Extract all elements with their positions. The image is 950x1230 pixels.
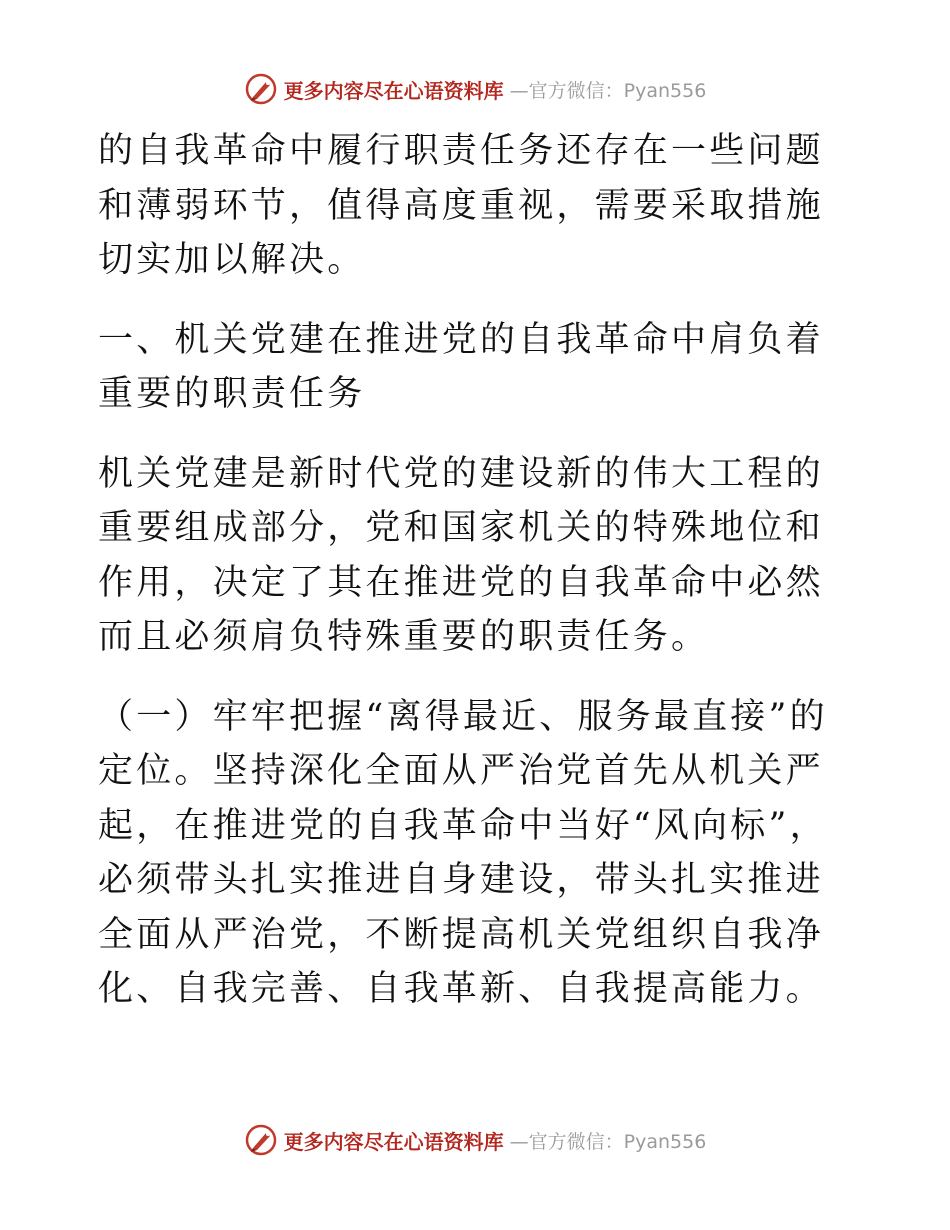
paragraph-intro: 机关党建是新时代党的建设新的伟大工程的重要组成部分，党和国家机关的特殊地位和作用，决定了其在推进党的自我革命中必然而且必须肩负特殊重要的职责任务。 bbox=[98, 453, 824, 657]
watermark-brand-text: 更多内容尽在心语资料库 bbox=[283, 78, 504, 103]
footer-watermark bbox=[0, 1123, 950, 1157]
watermark-brand-text: 更多内容尽在心语资料库 bbox=[283, 1129, 504, 1154]
pen-logo-icon bbox=[244, 72, 278, 106]
watermark-contact-text: —官方微信：Pyan556 bbox=[509, 1130, 707, 1153]
header-watermark bbox=[0, 72, 950, 106]
pen-logo-icon bbox=[244, 1123, 278, 1157]
paragraph-point-one: （一）牢牢把握“离得最近、服务最直接”的定位。坚持深化全面从严治党首先从机关严起，在推进党的自我革命中当好“风向标”，必须带头扎实推进自身建设，带头扎实推进全面从严治党，不断提高机关党组织自我净化、自我完善、自我革新、自我提高能力。 bbox=[98, 696, 828, 1009]
watermark-contact-text: —官方微信：Pyan556 bbox=[509, 79, 707, 102]
section-heading: 一、机关党建在推进党的自我革命中肩负着重要的职责任务 bbox=[98, 319, 824, 414]
document-body bbox=[98, 124, 858, 1017]
paragraph-continuation: 的自我革命中履行职责任务还存在一些问题和薄弱环节，值得高度重视，需要采取措施切实加以解决。 bbox=[98, 131, 824, 280]
